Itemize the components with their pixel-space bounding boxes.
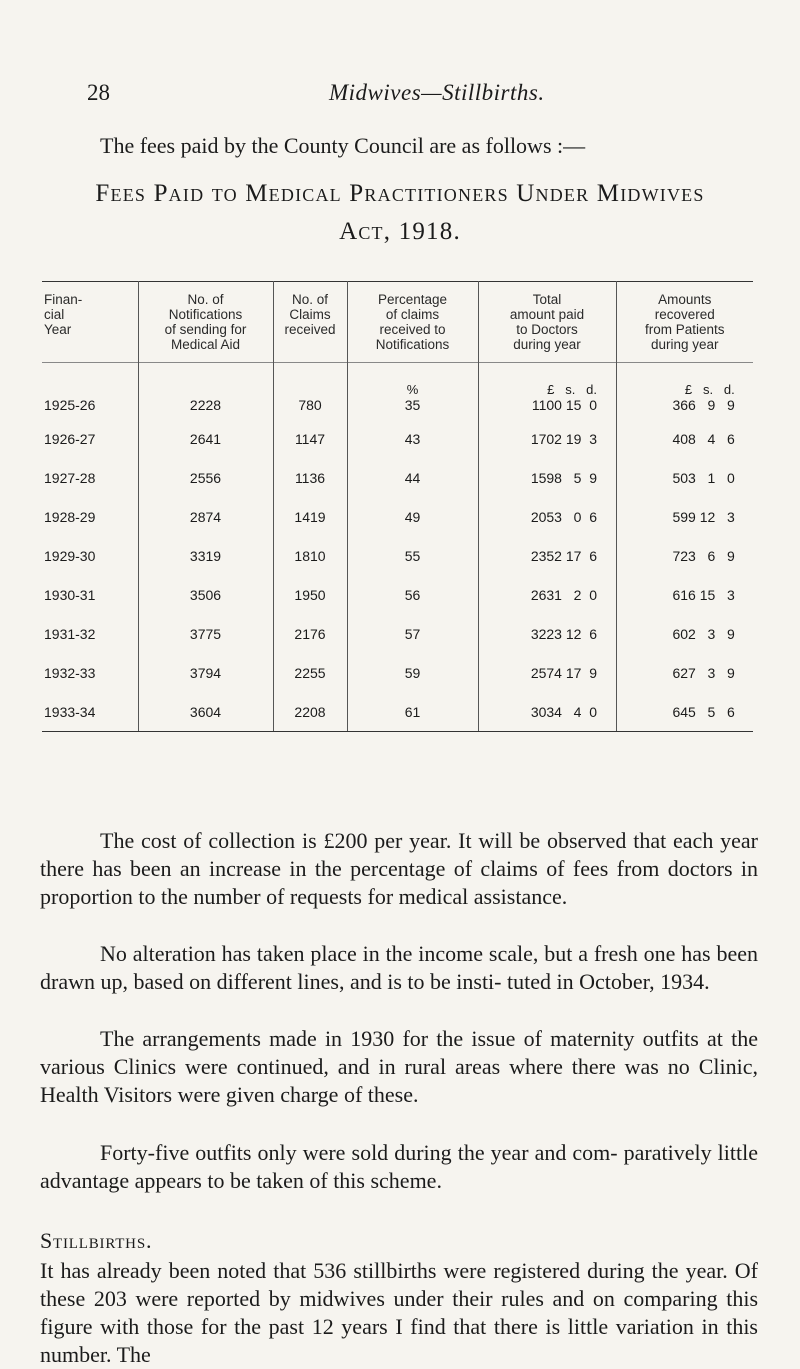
- header-financial-year: [42, 282, 138, 363]
- money-amount: 408 4 6: [672, 430, 735, 447]
- currency-unit: £ s. d.: [547, 382, 597, 397]
- money-amount: 3223 12 6: [530, 625, 597, 642]
- currency-unit: £ s. d.: [684, 382, 735, 397]
- cell-total-paid: [478, 653, 616, 692]
- cell-year: 1925-26: [42, 363, 138, 420]
- money-amount: 366 9 9: [672, 397, 735, 413]
- paragraph-stillbirths: It has already been noted that 536 stillbirths were registered during the year. Of these 203 were reported by midwives under their rules and on comparing this figure with those for the past 12 years I find that there is little variation in this number. The: [40, 1258, 758, 1367]
- header-label: Percentage of claims received to Notifications: [375, 292, 450, 352]
- cell-recovered: [616, 458, 753, 497]
- cell-year: 1929-30: [44, 547, 96, 564]
- cell-year: 1933-34: [42, 692, 138, 732]
- header-label: No. of Claims received: [284, 292, 336, 337]
- page-header: [87, 80, 760, 114]
- intro-sentence: The fees paid by the County Council are as follows :—: [100, 133, 586, 158]
- money-amount: 599 12 3: [672, 508, 735, 525]
- cell-recovered: [616, 614, 753, 653]
- cell-percentage: 55: [347, 536, 478, 575]
- table-row: [42, 692, 753, 732]
- cell-year: 1927-28: [44, 469, 96, 486]
- money-value: [497, 431, 597, 447]
- cell-percentage: 57: [347, 614, 478, 653]
- money-amount: 1100 15 0: [531, 397, 597, 413]
- percentage-value: 35: [404, 397, 421, 413]
- cell-percentage: 59: [347, 653, 478, 692]
- cell-claims: 1136: [273, 458, 347, 497]
- cell-recovered: [616, 653, 753, 692]
- fees-table: [42, 281, 753, 732]
- money-amount: 2574 17 9: [530, 664, 597, 681]
- cell-notifications: 2874: [138, 497, 273, 536]
- money-amount: 627 3 9: [672, 664, 735, 681]
- money-value: [497, 383, 597, 413]
- table-title-line-1: Fees Paid to Medical Practitioners Under Midwives: [95, 180, 705, 207]
- cell-recovered: [616, 692, 753, 732]
- cell-claims: 780: [273, 363, 347, 420]
- header-notifications: [138, 282, 273, 363]
- cell-total-paid: [478, 363, 616, 420]
- money-amount: 723 6 9: [672, 547, 735, 564]
- money-value: [635, 548, 735, 564]
- cell-percentage: 56: [347, 575, 478, 614]
- cell-notifications: 2228: [138, 363, 273, 420]
- header-label: Total amount paid to Doctors during year: [509, 292, 585, 352]
- cell-notifications: 3319: [138, 536, 273, 575]
- money-value: [635, 626, 735, 642]
- running-title: Midwives—Stillbirths.: [329, 80, 545, 105]
- cell-notifications: 3604: [138, 692, 273, 732]
- money-amount: 3034 4 0: [530, 703, 597, 720]
- cell-recovered: [616, 536, 753, 575]
- money-value: [635, 665, 735, 681]
- money-amount: 1702 19 3: [530, 430, 597, 447]
- table-title-line-2: Act, 1918.: [339, 218, 461, 245]
- table-row: [42, 458, 753, 497]
- money-amount: 616 15 3: [672, 586, 735, 603]
- money-amount: 645 5 6: [672, 703, 735, 720]
- cell-percentage: 49: [347, 497, 478, 536]
- cell-total-paid: [478, 575, 616, 614]
- money-value: [497, 665, 597, 681]
- money-amount: 2053 0 6: [530, 508, 597, 525]
- cell-total-paid: [478, 536, 616, 575]
- money-amount: 602 3 9: [672, 625, 735, 642]
- money-value: [497, 470, 597, 486]
- cell-year: 1930-31: [44, 586, 96, 603]
- cell-percentage: 61: [347, 692, 478, 732]
- cell-year: 1931-32: [44, 625, 96, 642]
- cell-total-paid: [478, 458, 616, 497]
- money-value: [635, 383, 735, 413]
- money-value: [635, 704, 735, 720]
- cell-claims: 2255: [273, 653, 347, 692]
- paragraph-outfits-sold: Forty-five outfits only were sold during the year and com- paratively little advantage appears to be taken of this scheme.: [40, 1140, 758, 1193]
- cell-claims: 1950: [273, 575, 347, 614]
- paragraph-maternity-outfits: The arrangements made in 1930 for the issue of maternity outfits at the various Clinics were continued, and in rural areas where there was no Clinic, Health Visitors were given charge of these.: [40, 1026, 758, 1107]
- money-amount: 2352 17 6: [530, 547, 597, 564]
- cell-claims: 1810: [273, 536, 347, 575]
- section-heading-stillbirths: Stillbirths.: [40, 1228, 153, 1253]
- table-row: [42, 575, 753, 614]
- money-value: [497, 509, 597, 525]
- cell-notifications: 3506: [138, 575, 273, 614]
- header-claims: [273, 282, 347, 363]
- money-value: [497, 626, 597, 642]
- cell-total-paid: [478, 614, 616, 653]
- money-value: [497, 704, 597, 720]
- paragraph-income-scale: No alteration has taken place in the income scale, but a fresh one has been drawn up, based on different lines, and is to be insti- tuted in October, 1934.: [40, 941, 758, 994]
- header-label: Finan- cial Year: [44, 292, 83, 337]
- money-value: [635, 509, 735, 525]
- cell-claims: 2176: [273, 614, 347, 653]
- cell-notifications: 3794: [138, 653, 273, 692]
- cell-notifications: 2641: [138, 419, 273, 458]
- money-amount: 2631 2 0: [530, 586, 597, 603]
- cell-total-paid: [478, 419, 616, 458]
- cell-notifications: 2556: [138, 458, 273, 497]
- cell-claims: 1147: [273, 419, 347, 458]
- table-row: [42, 536, 753, 575]
- money-value: [635, 587, 735, 603]
- fees-table-container: [42, 281, 753, 732]
- money-value: [635, 470, 735, 486]
- cell-recovered: [616, 419, 753, 458]
- cell-total-paid: [478, 497, 616, 536]
- cell-recovered: [616, 363, 753, 420]
- page-number: 28: [87, 80, 110, 105]
- cell-year: 1928-29: [44, 508, 96, 525]
- money-value: [635, 431, 735, 447]
- cell-percentage: [347, 363, 478, 420]
- money-value: [497, 548, 597, 564]
- cell-claims: 1419: [273, 497, 347, 536]
- cell-percentage: 43: [347, 419, 478, 458]
- table-row: [42, 614, 753, 653]
- cell-total-paid: [478, 692, 616, 732]
- table-row: [42, 419, 753, 458]
- money-amount: 503 1 0: [672, 469, 735, 486]
- money-value: [497, 587, 597, 603]
- header-recovered: [616, 282, 753, 363]
- cell-year: 1926-27: [44, 430, 96, 447]
- cell-claims: 2208: [273, 692, 347, 732]
- header-label: No. of Notifications of sending for Medical Aid: [164, 292, 247, 352]
- header-label: Amounts recovered from Patients during year: [644, 292, 725, 352]
- table-row: [42, 497, 753, 536]
- table-row: [42, 363, 753, 420]
- cell-year: 1932-33: [44, 664, 96, 681]
- cell-recovered: [616, 497, 753, 536]
- percent-unit: %: [406, 382, 419, 397]
- table-row: [42, 653, 753, 692]
- money-amount: 1598 5 9: [530, 469, 597, 486]
- table-header-row: [42, 282, 753, 363]
- header-total-paid: [478, 282, 616, 363]
- header-percentage: [347, 282, 478, 363]
- cell-notifications: 3775: [138, 614, 273, 653]
- cell-recovered: [616, 575, 753, 614]
- paragraph-collection-cost: The cost of collection is £200 per year. It will be observed that each year there has been an increase in the percentage of claims of fees from doctors in proportion to the number of requests for medical assistance.: [40, 828, 758, 909]
- table-body: [42, 363, 753, 732]
- cell-percentage: 44: [347, 458, 478, 497]
